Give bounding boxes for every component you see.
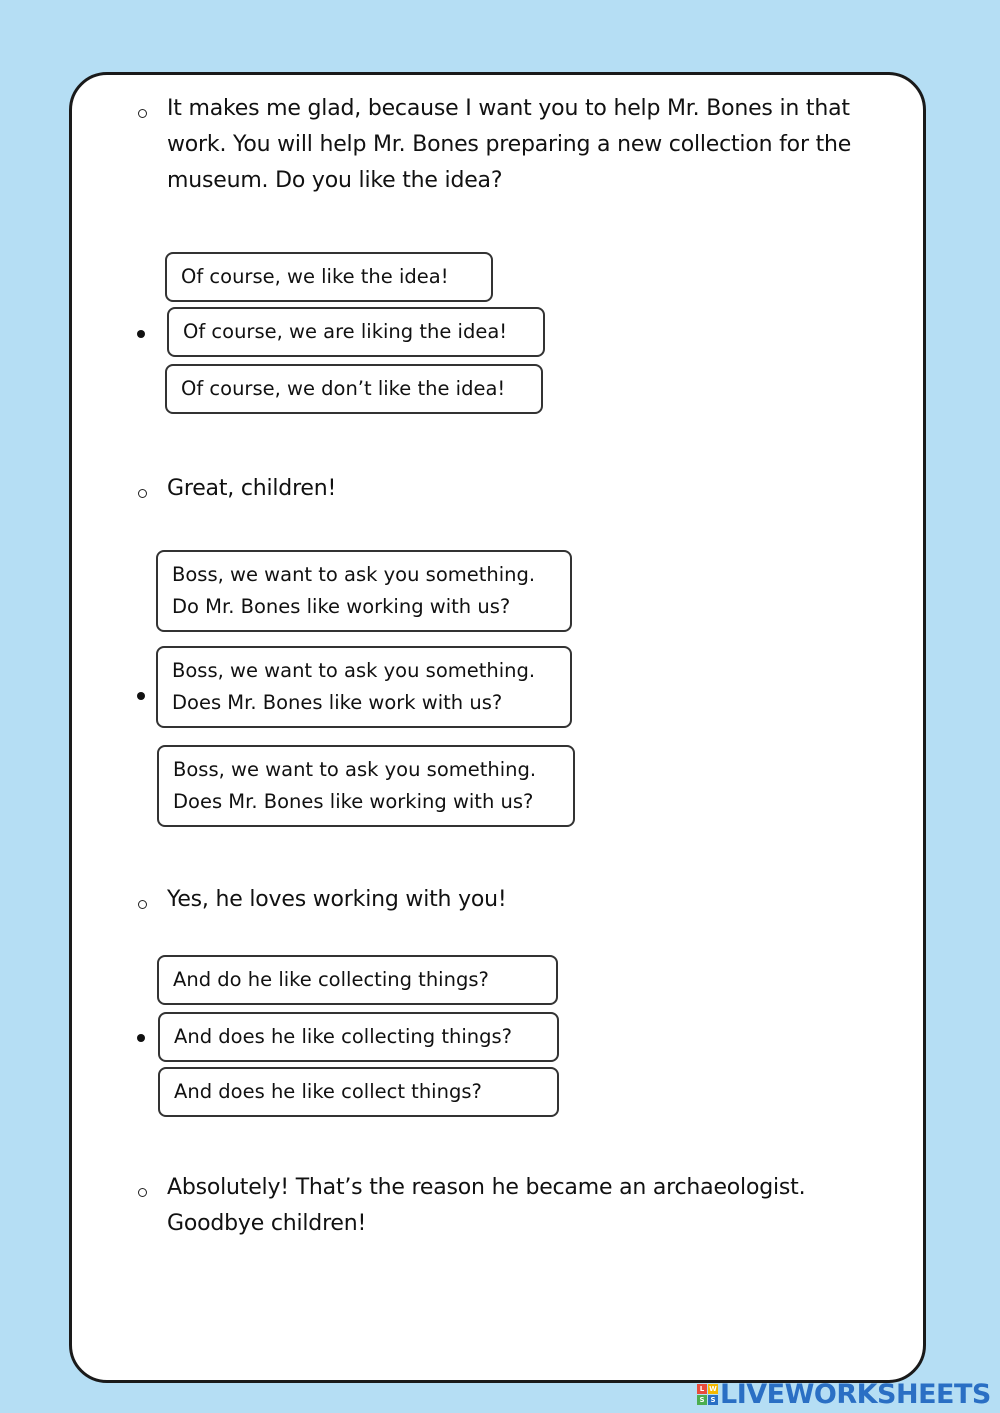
option-text: Do Mr. Bones like working with us? — [172, 595, 511, 618]
liveworksheets-logo — [697, 1379, 991, 1409]
option-text: Of course, we are liking the idea! — [183, 320, 508, 343]
speech-line: museum. Do you like the idea? — [167, 168, 503, 193]
option-text: And does he like collecting things? — [174, 1025, 512, 1048]
option-text: Of course, we don’t like the idea! — [181, 377, 506, 400]
speech-line: Absolutely! That’s the reason he became an archaeologist. — [167, 1175, 806, 1200]
logo-block: S — [697, 1395, 707, 1405]
option-text: Boss, we want to ask you something. — [172, 563, 536, 586]
answer-option-3b[interactable] — [158, 1012, 559, 1062]
option-text: Boss, we want to ask you something. — [173, 758, 537, 781]
speech-text-2 — [167, 471, 887, 507]
answer-bullet — [137, 330, 145, 338]
answer-option-1b[interactable] — [167, 307, 545, 357]
speech-line: Goodbye children! — [167, 1211, 367, 1236]
logo-text: LIVEWORKSHEETS — [720, 1378, 991, 1410]
answer-option-3c[interactable] — [158, 1067, 559, 1117]
speech-bullet — [138, 489, 147, 498]
logo-block: S — [708, 1395, 718, 1405]
option-text: And does he like collect things? — [174, 1080, 482, 1103]
logo-block: L — [697, 1384, 707, 1394]
speech-line: It makes me glad, because I want you to help Mr. Bones in that — [167, 96, 850, 121]
answer-option-1c[interactable] — [165, 364, 543, 414]
speech-text-1 — [167, 91, 887, 199]
speech-bullet — [138, 1188, 147, 1197]
answer-bullet — [137, 692, 145, 700]
answer-option-1a[interactable] — [165, 252, 493, 302]
speech-bullet — [138, 900, 147, 909]
speech-line: Great, children! — [167, 476, 337, 501]
answer-bullet — [137, 1034, 145, 1042]
speech-line: Yes, he loves working with you! — [167, 887, 507, 912]
logo-blocks-icon — [697, 1384, 718, 1405]
option-text: Does Mr. Bones like working with us? — [173, 790, 534, 813]
option-text: And do he like collecting things? — [173, 968, 489, 991]
speech-line: work. You will help Mr. Bones preparing a new collection for the — [167, 132, 852, 157]
logo-block: W — [709, 1384, 717, 1393]
answer-option-2b[interactable] — [156, 646, 572, 728]
option-text: Of course, we like the idea! — [181, 265, 449, 288]
speech-bullet — [138, 109, 147, 118]
option-text: Does Mr. Bones like work with us? — [172, 691, 503, 714]
answer-option-2c[interactable] — [157, 745, 575, 827]
answer-option-3a[interactable] — [157, 955, 558, 1005]
speech-text-3 — [167, 882, 887, 918]
speech-text-4 — [167, 1170, 887, 1242]
answer-option-2a[interactable] — [156, 550, 572, 632]
option-text: Boss, we want to ask you something. — [172, 659, 536, 682]
